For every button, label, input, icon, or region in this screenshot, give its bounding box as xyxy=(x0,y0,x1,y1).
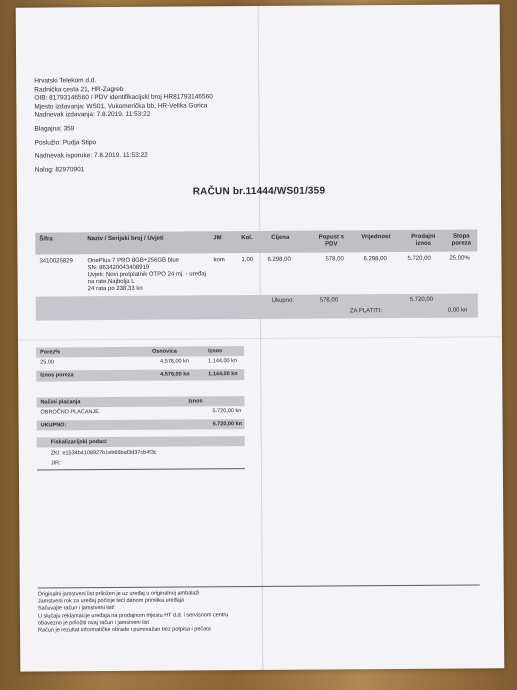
total-discount: 578,00 xyxy=(319,297,339,304)
row-product-name xyxy=(87,257,206,293)
payment-total-row xyxy=(37,419,245,430)
fiscal-jir-line xyxy=(37,456,245,467)
footer-line: Sačuvajte račun i jamstveni list! xyxy=(37,605,115,612)
order-number: Nalog: 82970901 xyxy=(34,165,85,174)
served-by: Poslužio: Pudja Stipo xyxy=(34,138,97,147)
company-oib: OIB: 81793146560 / PDV identifikacijski broj HR81793146560 xyxy=(34,93,213,102)
col-price: Cijena xyxy=(271,234,290,241)
row-price: 6.298,00 xyxy=(267,256,291,263)
row-code: 3410025829 xyxy=(39,258,73,265)
col-code: Šifra xyxy=(39,236,53,243)
items-table-header xyxy=(35,229,477,254)
company-address: Radnička cesta 21, HR-Zagreb xyxy=(34,85,124,94)
row-qty: 1,00 xyxy=(241,257,254,264)
tax-total-base: 4.576,00 kn xyxy=(160,371,190,378)
invoice-paper xyxy=(16,4,505,671)
total-sale: 5.720,00 xyxy=(409,296,434,303)
tax-amount: 1.144,00 kn xyxy=(208,358,237,365)
table-row xyxy=(35,251,477,296)
col-value: Vrijednost xyxy=(361,234,391,241)
issuer-header xyxy=(34,76,213,175)
tax-total-amount: 1.144,00 kn xyxy=(208,371,238,378)
row-tax-rate: 25,00% xyxy=(449,255,470,262)
items-table xyxy=(35,229,478,320)
payment-col-amount: Iznos xyxy=(188,398,203,405)
row-value: 6.298,00 xyxy=(363,256,387,263)
payment-method-amount: 5.720,00 kn xyxy=(212,408,242,415)
divider xyxy=(38,584,480,588)
tax-rate: 25,00 xyxy=(40,359,54,366)
row-sale-amount: 5.720,00 xyxy=(407,255,431,262)
product-name: OnePlus 7 PRO 8GB+256GB blue xyxy=(87,257,180,265)
tax-table xyxy=(36,346,244,381)
tax-total-row xyxy=(36,369,244,381)
serial-number: SN: 863420043408919 xyxy=(87,264,150,272)
footer-line: Račun je rezultat informatičke obrade i punovažan bez potpisa i pečata xyxy=(38,626,211,634)
payment-total-amount: 5.720,00 kn xyxy=(212,421,242,428)
delivery-date: Nadnevak isporuke: 7.8.2019. 11:53:22 xyxy=(34,151,148,160)
col-qty: Kol. xyxy=(241,235,253,242)
cash-register: Blagajna: 359 xyxy=(34,125,75,133)
col-discount: Popust s PDV xyxy=(318,234,344,248)
fiscal-title: Fiskalizacijski podaci xyxy=(50,439,107,446)
payment-table xyxy=(36,396,244,430)
to-pay-value: 0,00 kn xyxy=(447,307,468,314)
row-discount: 578,00 xyxy=(325,256,344,263)
totals-band xyxy=(36,293,478,320)
tax-base: 4.576,00 kn xyxy=(160,358,189,365)
issue-date: Nadnevak izdavanja: 7.8.2019. 11:53:22 xyxy=(34,111,151,119)
to-pay-label: ZA PLATITI: xyxy=(349,308,383,315)
footer-line: Originalni jamstveni list priložen je uz uređaj u originalnoj ambalaži xyxy=(37,590,200,598)
divider xyxy=(37,468,245,470)
col-tax-rate: Stopa poreza xyxy=(451,233,472,247)
terms-line: na rate,Najbolja L xyxy=(87,278,135,286)
fiscal-data xyxy=(37,436,245,470)
col-unit: JM xyxy=(213,235,222,242)
tax-col-rate: Porez% xyxy=(40,349,60,356)
footer-line: obavezno je priložiti ovaj račun i jamstveni list xyxy=(37,619,149,627)
tax-col-base: Osnovica xyxy=(152,348,177,355)
tax-total-label: Iznos poreza xyxy=(40,372,74,379)
installments-line: 24 rata po 238,33 kn xyxy=(87,285,143,293)
tax-col-amount: Iznos xyxy=(208,348,223,355)
payment-total-label: UKUPNO: xyxy=(40,422,67,429)
footer-notes xyxy=(38,590,229,635)
footer-line: Jamstveni rok za uređaj počinje teći danom primitka uređaja xyxy=(37,597,184,605)
col-name: Naziv / Serijski broj / Uvjeti xyxy=(87,235,164,243)
col-sale-amount: Prodajni iznos xyxy=(411,233,436,247)
invoice-title: RAČUN br.11444/WS01/359 xyxy=(192,185,326,198)
row-unit: kom xyxy=(213,257,225,264)
fiscal-jir: JIR: xyxy=(50,460,61,467)
fiscal-zki: ZKI: e1534b4108927b1eb66baf3d37cb4f3c xyxy=(50,449,157,457)
total-label: Ukupno: xyxy=(271,297,295,304)
issue-place: Mjesto izdavanja: WS01, Vukomerička bb, HR-Velika Gorica xyxy=(34,102,208,111)
footer-line: U slučaju reklamacije uređaja na prodajnom mjestu HT d.d. i servisnom centru xyxy=(37,611,229,620)
payment-col-method: Načini plaćanja xyxy=(40,399,81,406)
terms-line: Uvjeti: Novi pretplatnik OTPO 24 mj. - uređaj xyxy=(87,271,206,279)
table-row xyxy=(36,356,244,367)
payment-method: OBROČNO PLAĆANJE xyxy=(40,409,99,416)
table-row xyxy=(36,406,244,417)
company-name: Hrvatski Telekom d.d. xyxy=(34,77,97,85)
